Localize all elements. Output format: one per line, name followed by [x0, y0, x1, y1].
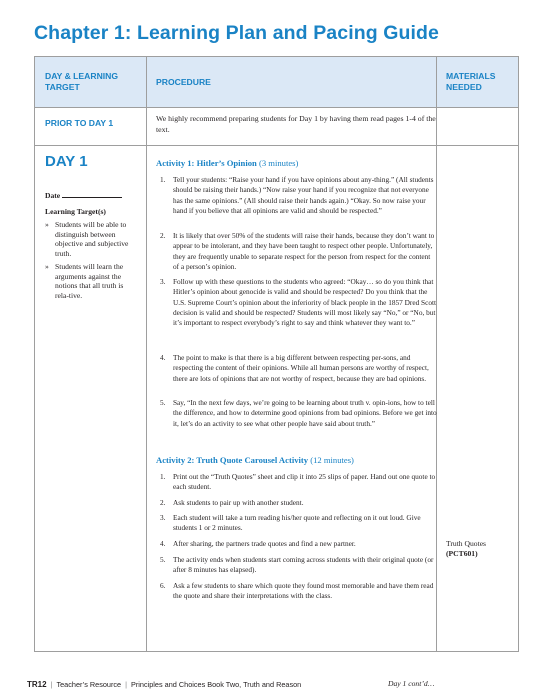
footer-resource: Teacher’s Resource	[56, 680, 122, 689]
activity-1-step: 2. It is likely that over 50% of the students will raise their hands, because they don’t want to appear to be intolerant, and they have been taught to respect other people. Unfortunately, they are frequently unable to separate respect for the person from respect for the content of a person’s opinion.	[160, 231, 435, 271]
activity-2-step: 4. After sharing, the partners trade quotes and find a new partner.	[160, 539, 356, 548]
table-header-row	[35, 57, 518, 108]
header-day-learning-target: DAY & LEARNING TARGET	[45, 71, 119, 92]
header-materials-needed: MATERIALS NEEDED	[446, 71, 496, 92]
footer-separator: |	[125, 680, 127, 689]
bullet-icon: »	[45, 220, 49, 229]
learning-target-item: » Students will be able to distinguish between objective and subjective truth.	[45, 220, 129, 258]
activity-1-step: 4. The point to make is that there is a big different between respecting per-sons, and respecting the content of their opinions. While all human persons are worthy of respect, there are lots of opinions that are not worthy of respect, because they are bad opinions.	[160, 353, 429, 383]
materials-label: Truth Quotes	[446, 539, 487, 548]
prior-text: We highly recommend preparing students for Day 1 by having them read pages 1-4 of the text.	[156, 114, 436, 134]
learning-targets-heading: Learning Target(s)	[45, 207, 106, 216]
activity-2-step: 1. Print out the “Truth Quotes” sheet and clip it into 25 slips of paper. Hand out one quote to each student.	[160, 472, 436, 492]
page-title: Chapter 1: Learning Plan and Pacing Guide	[34, 22, 440, 44]
day-label: DAY 1	[45, 153, 88, 170]
prior-label: PRIOR TO DAY 1	[45, 118, 114, 128]
activity-2-step: 2. Ask students to pair up with another student.	[160, 498, 304, 507]
header-procedure: PROCEDURE	[156, 76, 211, 87]
materials-code: (PCT601)	[446, 549, 478, 558]
activity-1-heading: Activity 1: Hitler’s Opinion (3 minutes)	[156, 158, 299, 168]
continued-note: Day 1 cont’d…	[388, 679, 435, 688]
footer-book-title: Principles and Choices Book Two, Truth and Reason	[131, 680, 302, 689]
activity-2-step: 3. Each student will take a turn reading his/her quote and reflecting on it out loud. Give students 1 or 2 minutes.	[160, 513, 421, 533]
activity-2-heading: Activity 2: Truth Quote Carousel Activity (12 minutes)	[156, 455, 354, 465]
learning-target-item: » Students will learn the arguments against the notions that all truth is rela-tive.	[45, 262, 124, 300]
footer-separator: |	[50, 680, 53, 689]
activity-1-step: 5. Say, “In the next few days, we’re going to be learning about truth v. opin-ions, how to tell the difference, and how to determine good opinions from bad opinions. Before we get into it, let’s do an activity to see what other people have said about truth.”	[160, 398, 437, 428]
prior-row	[35, 108, 518, 146]
activity-1-step: 3. Follow up with these questions to the students who agreed: “Okay… so do you think that Hitler’s opinion about genocide is valid and should be respected? Do you think that the U.S. Supreme Court’s opinion about the inferiority of black people in the 1857 Dred Scott decision is valid and should be respected? Students will most likely say “No,” or “No, but it’s important to respect everybody’s right to say and think whatever they want to.”	[160, 277, 437, 328]
activity-2-step: 6. Ask a few students to share which quote they found most memorable and have them read the quote and share their interpretations with the class.	[160, 581, 434, 601]
bullet-icon: »	[45, 262, 49, 271]
materials-cell	[446, 539, 486, 559]
activity-2-step: 5. The activity ends when students start coming across students with their original quote (or after 8 minutes has elapsed).	[160, 555, 434, 575]
date-field	[45, 191, 122, 200]
date-label: Date	[45, 191, 61, 200]
page-footer	[27, 680, 301, 689]
page-number: TR12	[27, 680, 47, 689]
date-blank-line	[62, 197, 122, 198]
activity-1-step: 1. Tell your students: “Raise your hand if you have opinions about any-thing.” (All students should be raising their hands.) “Now raise your hand if you recognize that not everyone has the same opinions.” (All should raise their hands again.) “Okay. So now raise your hand if you believe that all opinions are valid and should be respected.”	[160, 175, 434, 215]
column-divider	[146, 57, 147, 651]
